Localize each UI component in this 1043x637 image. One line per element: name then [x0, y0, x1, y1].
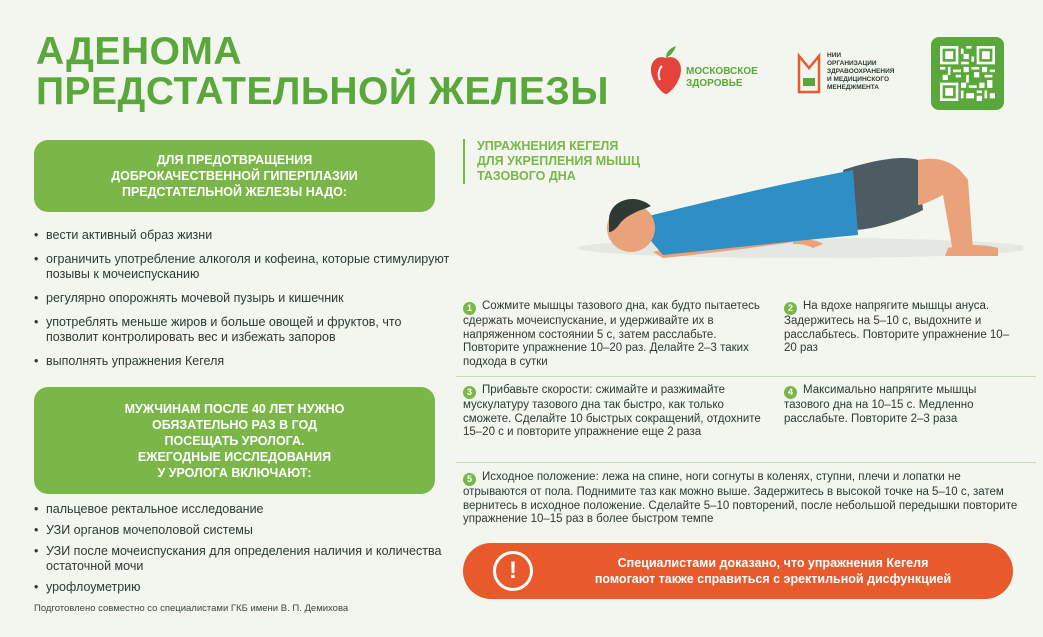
step-text: Исходное положение: лежа на спине, ноги согнуты в коленях, ступни, плечи и лопатки не отрываются от пола. Поднимите таз как можно выше. Задержитесь в высокой точке на 5–10 с, затем вернитесь в исходное положение. Сделайте 5–10 повторений, после небольшой передышки повторите упражнение 10–15 раз в более быстром темпе	[463, 471, 1018, 526]
exercise-step-5	[463, 471, 1023, 527]
step-text: Прибавьте скорости: сжимайте и разжимайте мускулатуру тазового дна так быстро, как только сможете. Сделайте 10 быстрых сокращений, отдохните 15–20 с и повторите упражнение еще 2 раза	[463, 384, 761, 439]
step-text: Максимально напрягите мышцы тазового дна на 10–15 с. Медленно расслабьте. Повторите 2–3 раза	[784, 384, 977, 425]
prevention-list	[34, 228, 454, 378]
urologist-heading	[34, 387, 435, 494]
erectile-dysfunction-callout	[463, 543, 1013, 599]
nii-line-5: МЕНЕДЖМЕНТА	[827, 84, 879, 91]
prevention-heading-line: ДОБРОКАЧЕСТВЕННОЙ ГИПЕРПЛАЗИИ	[111, 169, 358, 183]
exercises-heading-line: УПРАЖНЕНИЯ КЕГЕЛЯ	[477, 139, 619, 153]
alert-line-1: Специалистами доказано, что упражнения Кегеля	[617, 556, 929, 570]
urologist-heading-line: ЕЖЕГОДНЫЕ ИССЛЕДОВАНИЯ	[137, 449, 332, 464]
moscow-health-logo	[648, 44, 778, 104]
list-item: • пальцевое ректальное исследование	[34, 502, 454, 517]
apple-heart-icon	[648, 44, 684, 104]
list-item: • ограничить употребление алкоголя и кофеина, которые стимулируют позывы к мочеиспусканию	[34, 252, 454, 282]
nii-line-3: ЗДРАВООХРАНЕНИЯ	[827, 68, 895, 75]
step-text: Сожмите мышцы тазового дна, как будто пытаетесь сдержать мочеиспускание, и удерживайте их в напряженном состоянии 5 с, затем расслабьте. Повторите упражнение 10–20 раз. Делайте 2–3 таких подхода в сутки	[463, 300, 760, 368]
bridge-exercise-illustration	[573, 140, 1023, 280]
footer-credit: Подготовлено совместно со специалистами ГКБ имени В. П. Демихова	[34, 603, 349, 614]
legs	[918, 159, 973, 252]
nii-line-4: И МЕДИЦИНСКОГО	[827, 76, 890, 83]
list-item: • УЗИ после мочеиспускания для определения наличия и количества остаточной мочи	[34, 544, 454, 574]
urologist-heading-line: У УРОЛОГА ВКЛЮЧАЮТ:	[157, 465, 312, 480]
title-line-1: АДЕНОМА	[36, 30, 243, 73]
exercise-step-1	[463, 300, 763, 369]
exclamation-icon: !	[493, 551, 533, 591]
exercise-step-2	[784, 300, 1014, 356]
divider	[456, 376, 1036, 377]
nii-logo	[797, 52, 917, 102]
prevention-heading-line: ДЛЯ ПРЕДОТВРАЩЕНИЯ	[156, 153, 313, 167]
step-text: На вдохе напрягите мышцы ануса. Задержитесь на 5–10 с, выдохните и расслабьтесь. Повторите упражнение 10–20 раз	[784, 300, 1010, 355]
urologist-heading-line: ПОСЕЩАТЬ УРОЛОГА.	[164, 433, 305, 448]
prevention-heading-line: ПРЕДСТАТЕЛЬНОЙ ЖЕЛЕЗЫ НАДО:	[121, 185, 348, 199]
moscow-health-line2: ЗДОРОВЬЕ	[686, 78, 743, 89]
urologist-heading-line: ОБЯЗАТЕЛЬНО РАЗ В ГОД	[151, 417, 317, 432]
divider	[456, 462, 1036, 463]
qr-code[interactable]	[931, 37, 1004, 110]
prevention-heading	[34, 140, 435, 212]
exercise-step-4	[784, 384, 1014, 426]
page-title	[36, 32, 609, 112]
exercise-step-3	[463, 384, 763, 440]
urologist-list	[34, 502, 454, 601]
list-item: • урофлоуметрию	[34, 580, 454, 595]
nii-emblem-icon	[797, 52, 821, 96]
step-number: 5	[463, 473, 476, 486]
alert-line-2: помогают также справиться с эректильной дисфункцией	[594, 572, 952, 586]
step-number: 2	[784, 302, 797, 315]
exercises-heading-line: ТАЗОВОГО ДНА	[477, 169, 576, 183]
step-number: 1	[463, 302, 476, 315]
list-item: • вести активный образ жизни	[34, 228, 454, 243]
list-item: • регулярно опорожнять мочевой пузырь и кишечник	[34, 291, 454, 306]
nii-line-1: НИИ	[827, 52, 842, 59]
moscow-health-line1: МОСКОВСКОЕ	[686, 66, 758, 77]
nii-line-2: ОРГАНИЗАЦИИ	[827, 60, 877, 67]
list-item: • выполнять упражнения Кегеля	[34, 354, 454, 369]
urologist-heading-line: МУЖЧИНАМ ПОСЛЕ 40 ЛЕТ НУЖНО	[124, 401, 345, 416]
list-item: • употреблять меньше жиров и больше овощей и фруктов, что позволит контролировать вес и избежать запоров	[34, 315, 454, 345]
title-line-2: ПРЕДСТАТЕЛЬНОЙ ЖЕЛЕЗЫ	[36, 70, 609, 113]
step-number: 4	[784, 386, 797, 399]
list-item: • УЗИ органов мочеполовой системы	[34, 523, 454, 538]
step-number: 3	[463, 386, 476, 399]
exercises-heading-line: ДЛЯ УКРЕПЛЕНИЯ МЫШЦ	[477, 154, 641, 168]
qr-code-icon	[940, 46, 995, 101]
